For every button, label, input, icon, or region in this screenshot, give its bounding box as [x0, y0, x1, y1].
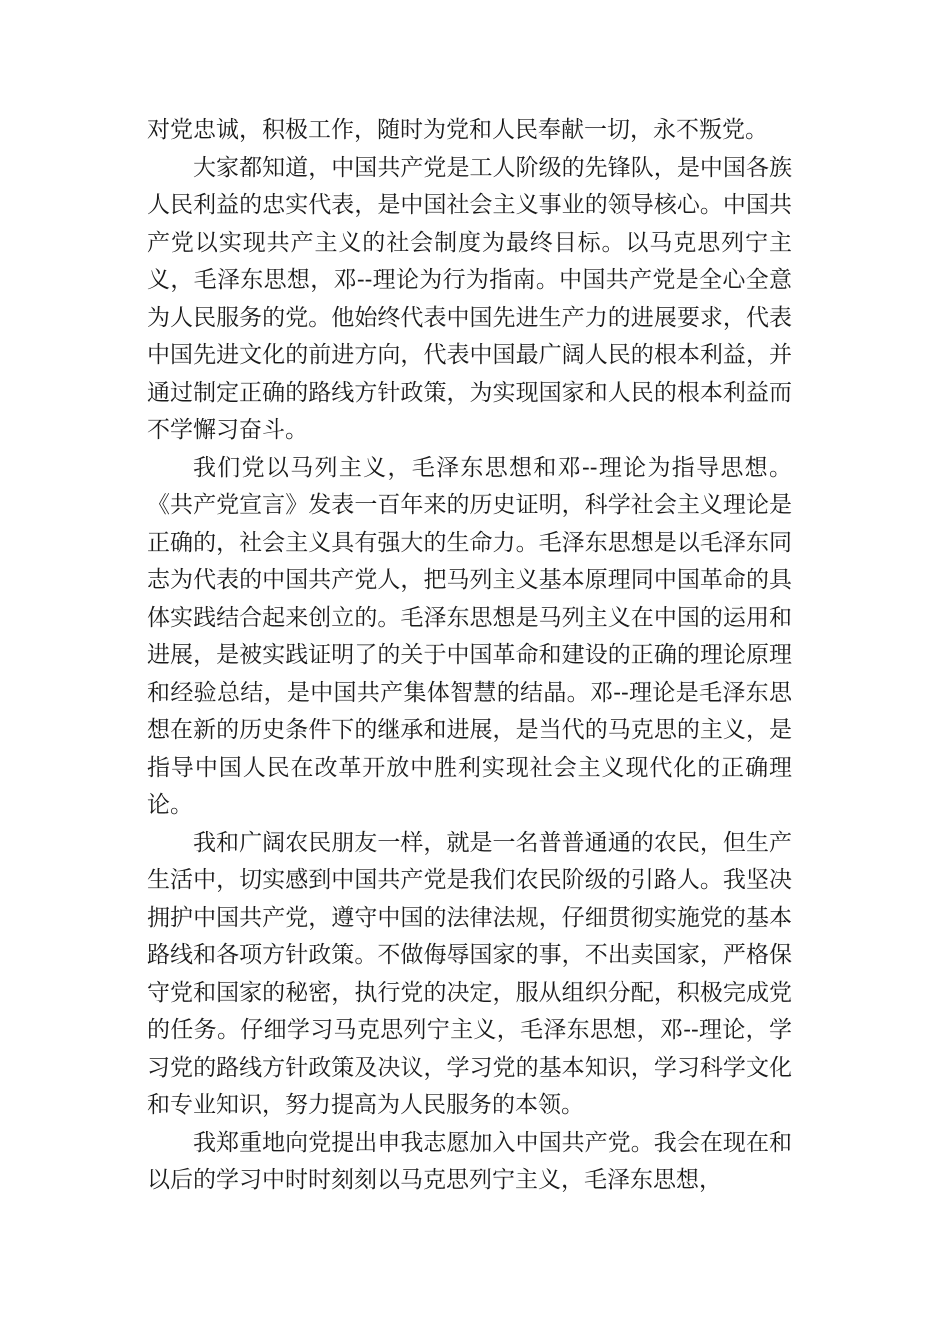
paragraph-4: 我和广阔农民朋友一样，就是一名普普通通的农民，但生产生活中，切实感到中国共产党是我们农民阶级的引路人。我坚决拥护中国共产党，遵守中国的法律法规，仔细贯彻实施党的基本路线和各项方针政策。不做侮辱国家的事，不出卖国家，严格保守党和国家的秘密，执行党的决定，服从组织分配，积极完成党的任务。仔细学习马克思列宁主义，毛泽东思想，邓--理论，学习党的路线方针政策及决议，学习党的基本知识，学习科学文化和专业知识，努力提高为人民服务的本领。 [147, 829, 792, 1118]
paragraph-3: 我们党以马列主义，毛泽东思想和邓--理论为指导思想。《共产党宣言》发表一百年来的历史证明，科学社会主义理论是正确的，社会主义具有强大的生命力。毛泽东思想是以毛泽东同志为代表的中国共产党人，把马列主义基本原理同中国革命的具体实践结合起来创立的。毛泽东思想是马列主义在中国的运用和进展，是被实践证明了的关于中国革命和建设的正确的理论原理和经验总结，是中国共产集体智慧的结晶。邓--理论是毛泽东思想在新的历史条件下的继承和进展，是当代的马克思的主义，是指导中国人民在改革开放中胜利实现社会主义现代化的正确理论。 [147, 454, 792, 818]
paragraph-5: 我郑重地向党提出申我志愿加入中国共产党。我会在现在和以后的学习中时时刻刻以马克思列宁主义，毛泽东思想， [147, 1129, 792, 1193]
paragraph-2: 大家都知道，中国共产党是工人阶级的先锋队，是中国各族人民利益的忠实代表，是中国社会主义事业的领导核心。中国共产党以实现共产主义的社会制度为最终目标。以马克思列宁主义，毛泽东思想，邓--理论为行为指南。中国共产党是全心全意为人民服务的党。他始终代表中国先进生产力的进展要求，代表中国先进文化的前进方向，代表中国最广阔人民的根本利益，并通过制定正确的路线方针政策，为实现国家和人民的根本利益而不学懈习奋斗。 [147, 154, 792, 443]
document-page [147, 112, 792, 1200]
paragraph-1: 对党忠诚，积极工作，随时为党和人民奉献一切，永不叛党。 [147, 117, 768, 143]
